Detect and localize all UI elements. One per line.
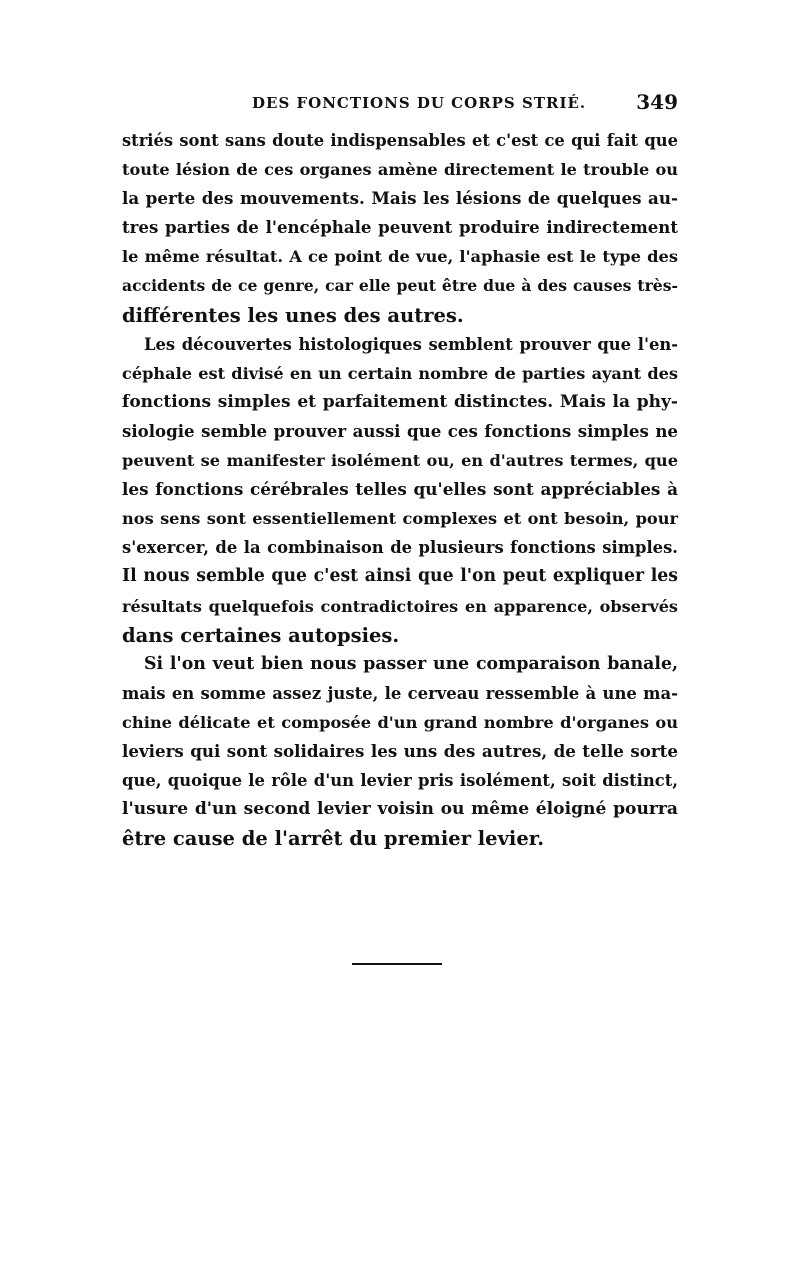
text-line: tres parties de l'encéphale peuvent produire indirectement (122, 217, 678, 238)
running-head (122, 92, 678, 118)
text-line: fonctions simples et parfaitement distinctes. Mais la phy- (122, 391, 678, 412)
text-line: toute lésion de ces organes amène directement le trouble ou (122, 160, 678, 180)
body-text (122, 126, 678, 853)
text-line: Si l'on veut bien nous passer une comparaison banale, (144, 653, 678, 674)
text-line: mais en somme assez juste, le cerveau ressemble à une ma- (122, 683, 678, 703)
text-line: Il nous semble que c'est ainsi que l'on peut expliquer les (122, 566, 678, 587)
text-line: accidents de ce genre, car elle peut être due à des causes très- (122, 276, 678, 296)
text-line: nos sens sont essentiellement complexes et ont besoin, pour (122, 509, 678, 529)
text-line: résultats quelquefois contradictoires en apparence, observés (122, 596, 678, 616)
text-line: l'usure d'un second levier voisin ou même éloigné pourra (122, 799, 678, 820)
paragraph-1 (122, 126, 678, 330)
text-line: la perte des mouvements. Mais les lésions de quelques au- (122, 188, 678, 209)
running-title: DES FONCTIONS DU CORPS STRIÉ. (252, 94, 587, 112)
end-rule (352, 963, 442, 965)
page-number: 349 (636, 90, 678, 114)
text-line: chine délicate et composée d'un grand nombre d'organes ou (122, 712, 678, 732)
text-line: céphale est divisé en un certain nombre de parties ayant des (122, 363, 678, 383)
text-line: leviers qui sont solidaires les uns des autres, de telle sorte (122, 740, 678, 761)
text-line: striés sont sans doute indispensables et c'est ce qui fait que (122, 131, 678, 150)
text-line: que, quoique le rôle d'un levier pris isolément, soit distinct, (122, 771, 678, 791)
text-line: peuvent se manifester isolément ou, en d'autres termes, que (122, 451, 678, 471)
text-line: Les découvertes histologiques semblent prouver que l'en- (144, 334, 678, 354)
text-line: dans certaines autopsies. (122, 623, 400, 647)
text-line: différentes les unes des autres. (122, 303, 464, 327)
paragraph-2 (122, 330, 678, 650)
text-line: être cause de l'arrêt du premier levier. (122, 827, 544, 851)
text-line: siologie semble prouver aussi que ces fonctions simples ne (122, 420, 678, 441)
text-line: s'exercer, de la combinaison de plusieurs fonctions simples. (122, 538, 678, 558)
paragraph-3 (122, 650, 678, 854)
text-line: les fonctions cérébrales telles qu'elles sont appréciables à (122, 479, 678, 500)
text-line: le même résultat. A ce point de vue, l'aphasie est le type des (122, 247, 678, 267)
